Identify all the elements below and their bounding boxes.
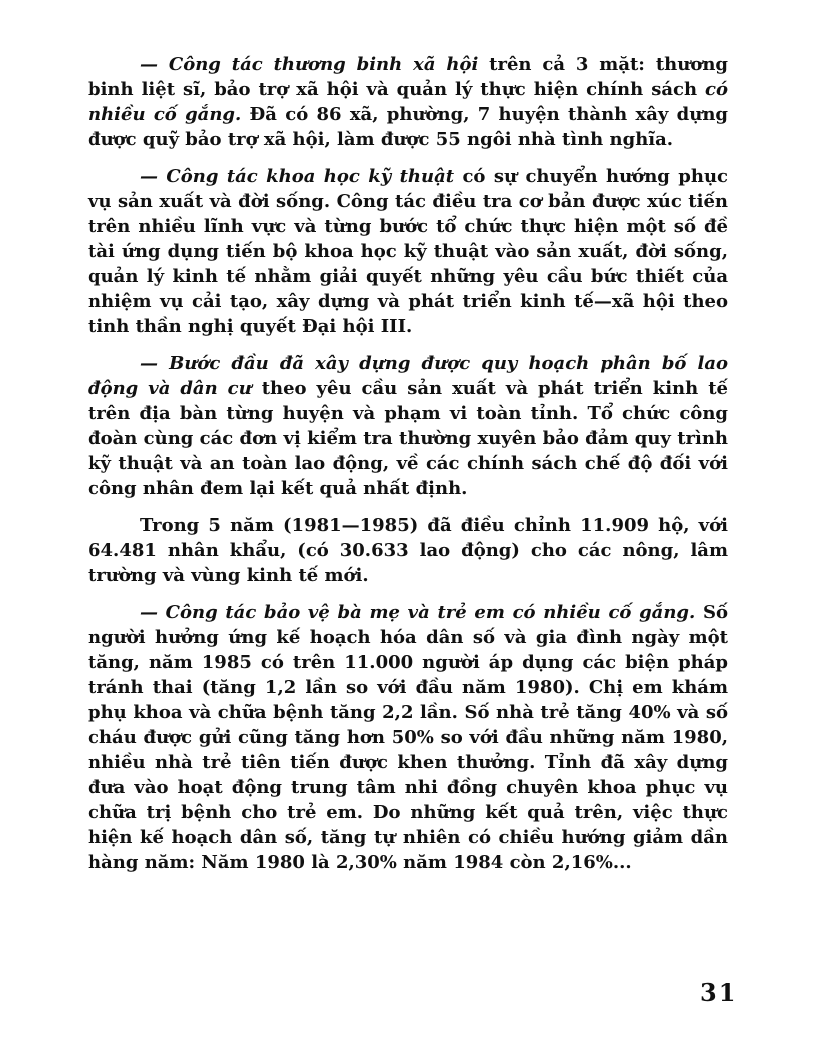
paragraph-tail: Đã có 86 xã, phường, 7 huyện thành xây dựng được quỹ bảo trợ xã hội, làm được 55 ngôi nhà tình nghĩa. [88,104,729,150]
paragraph-lead: — Bước đầu đã xây dựng được quy hoạch phân bố lao động và dân cư [88,353,728,399]
paragraph-emphasis: có nhiều cố gắng. [88,79,728,125]
paragraph-resettlement [88,513,728,588]
paragraph-text: Trong 5 năm (1981—1985) đã điều chỉnh 11.909 hộ, với 64.481 nhân khẩu, (có 30.633 lao động) cho các nông, lâm trường và vùng kinh tế mới. [88,515,728,586]
paragraph-war-invalids-social [88,52,728,152]
paragraph-lead: — Công tác khoa học kỹ thuật [140,166,455,187]
paragraph-lead: — Công tác thương binh xã hội [140,54,479,75]
paragraph-lead: — Công tác bảo vệ bà mẹ và trẻ em có nhiều cố gắng. [140,602,696,623]
paragraph-mother-child-care [88,600,728,875]
paragraph-text: Số người hưởng ứng kế hoạch hóa dân số và gia đình ngày một tăng, năm 1985 có trên 11.000 người áp dụng các biện pháp tránh thai (tăng 1,2 lần so với đầu năm 1980). Chị em khám phụ khoa và chữa bệnh tăng 2,2 lần. Số nhà trẻ tăng 40% và số cháu được gửi cũng tăng hơn 50% so với đầu những năm 1980, nhiều nhà trẻ tiên tiến được khen thưởng. Tỉnh đã xây dựng đưa vào hoạt động trung tâm nhi đồng chuyên khoa phục vụ chữa trị bệnh cho trẻ em. Do những kết quả trên, việc thực hiện kế hoạch dân số, tăng tự nhiên có chiều hướng giảm dần hàng năm: Năm 1980 là 2,30% năm 1984 còn 2,16%... [88,602,728,873]
page-number: 31 [700,978,738,1007]
paragraph-text: có sự chuyển hướng phục vụ sản xuất và đời sống. Công tác điều tra cơ bản được xúc tiến trên nhiều lĩnh vực và từng bước tổ chức thực hiện một số đề tài ứng dụng tiến bộ khoa học kỹ thuật vào sản xuất, đời sống, quản lý kinh tế nhằm giải quyết những yêu cầu bức thiết của nhiệm vụ cải tạo, xây dựng và phát triển kinh tế—xã hội theo tinh thần nghị quyết Đại hội III. [88,166,728,337]
paragraph-text: trên cả 3 mặt: thương binh liệt sĩ, bảo trợ xã hội và quản lý thực hiện chính sách [88,54,728,100]
paragraph-science-technology [88,164,728,339]
paragraph-text: theo yêu cầu sản xuất và phát triển kinh tế trên địa bàn từng huyện và phạm vi toàn tỉnh. Tổ chức công đoàn cùng các đơn vị kiểm tra thường xuyên bảo đảm quy trình kỹ thuật và an toàn lao động, về các chính sách chế độ đối với công nhân đem lại kết quả nhất định. [88,378,728,499]
document-page [88,52,728,887]
paragraph-labor-distribution [88,351,728,501]
